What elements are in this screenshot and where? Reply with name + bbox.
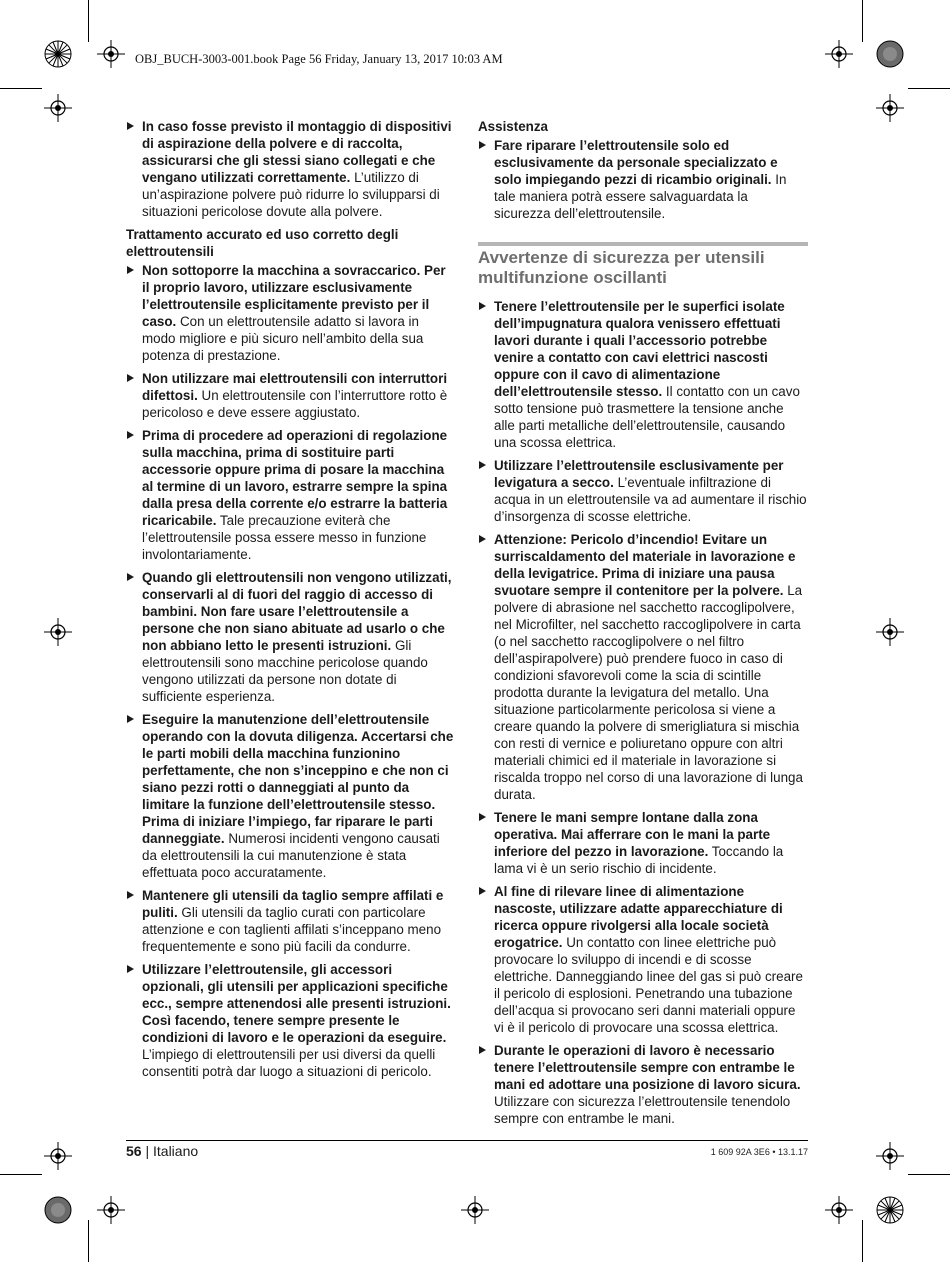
bullet-bold-text: Durante le operazioni di lavoro è necessario tenere l’elettroutensile sempre con entrambe le mani ed adottare una posizione di lavoro sicura. bbox=[494, 1043, 801, 1092]
bullet-bold-text: Tenere le mani sempre lontane dalla zona operativa. Mai afferrare con le mani la parte inferiore del pezzo in lavorazione. bbox=[494, 810, 771, 859]
list-item bbox=[478, 531, 808, 803]
registration-target-icon bbox=[876, 94, 904, 122]
bullet-bold-text: In caso fosse previsto il montaggio di dispositivi di aspirazione della polvere e di raccolta, assicurarsi che gli stessi siano collegati e che vengano utilizzati correttamente. bbox=[142, 119, 452, 185]
list-item bbox=[126, 262, 456, 364]
bullet-text: Un contatto con linee elettriche può provocare lo sviluppo di incendi e di scosse elettriche. Danneggiando linee del gas si può creare il pericolo di esplosioni. Penetrando una tubazione dell’acqua si provocano seri danni materiali oppure vi è il pericolo di provocare una scossa elettrica. bbox=[494, 935, 803, 1035]
gray-target-icon bbox=[876, 40, 904, 68]
bullet-triangle-icon bbox=[127, 891, 134, 899]
registration-target-icon bbox=[97, 1196, 125, 1224]
bullet-bold-text: Prima di procedere ad operazioni di regolazione sulla macchina, prima di sostituire parti accessorie oppure prima di posare la macchina al termine di un lavoro, estrarre sempre la spina dalla presa della corrente e/o estrarre la batteria ricaricabile. bbox=[142, 428, 448, 528]
bullet-bold-text: Attenzione: Pericolo d’incendio! Evitare un surriscaldamento del materiale in lavorazione e della levigatrice. Prima di iniziare una pausa svuotare sempre il contenitore per la polvere. bbox=[494, 532, 796, 598]
crop-mark bbox=[0, 88, 42, 89]
bullet-text: Con un elettroutensile adatto si lavora in modo migliore e più sicuro nell’ambito della sua potenza di prestazione. bbox=[142, 314, 424, 363]
registration-target-icon bbox=[825, 1196, 853, 1224]
registration-target-icon bbox=[461, 1196, 489, 1224]
list-item bbox=[126, 961, 456, 1080]
starburst-target-icon bbox=[44, 40, 72, 68]
starburst-target-icon bbox=[876, 1196, 904, 1224]
bullet-text: Tale precauzione eviterà che l’elettroutensile possa essere messo in funzione involontariamente. bbox=[142, 513, 427, 562]
right-column bbox=[478, 118, 808, 1133]
crop-mark bbox=[908, 88, 950, 89]
list-item bbox=[478, 137, 808, 222]
registration-target-icon bbox=[44, 1142, 72, 1170]
bullet-triangle-icon bbox=[479, 887, 486, 895]
registration-target-icon bbox=[876, 1142, 904, 1170]
registration-target-icon bbox=[876, 618, 904, 646]
list-item bbox=[126, 118, 456, 220]
bullet-bold-text: Non utilizzare mai elettroutensili con interruttori difettosi. bbox=[142, 371, 448, 403]
bullet-bold-text: Fare riparare l’elettroutensile solo ed esclusivamente da personale specializzato e solo impiegando pezzi di ricambio originali. bbox=[494, 138, 778, 187]
bullet-text: Un elettroutensile con l’interruttore rotto è pericoloso e deve essere aggiustato. bbox=[142, 388, 448, 420]
registration-target-icon bbox=[44, 94, 72, 122]
bullet-triangle-icon bbox=[479, 302, 486, 310]
footer-page-label bbox=[126, 1143, 198, 1159]
crop-mark bbox=[88, 1220, 89, 1262]
document-code: 1 609 92A 3E6 • 13.1.17 bbox=[710, 1147, 808, 1157]
bullet-triangle-icon bbox=[127, 266, 134, 274]
list-item bbox=[126, 427, 456, 563]
crop-mark bbox=[862, 1220, 863, 1262]
bullet-bold-text: Eseguire la manutenzione dell’elettroutensile operando con la dovuta diligenza. Accertarsi che le parti mobili della macchina funzionino perfettamente, che non s’inceppino e che non ci siano pezzi rotti o danneggiati al punto da limitare la funzione dell’elettroutensile stesso. Prima di iniziare l’impiego, far riparare le parti danneggiate. bbox=[142, 712, 454, 846]
subheading: Trattamento accurato ed uso corretto degli elettroutensili bbox=[126, 227, 399, 259]
registration-target-icon bbox=[44, 618, 72, 646]
registration-target-icon bbox=[97, 40, 125, 68]
bullet-text: La polvere di abrasione nel sacchetto raccoglipolvere, nel Microfilter, nel sacchetto raccoglipolvere in carta (o nel sacchetto raccoglipolvere o nel filtro dell’aspirapolvere) può prendere fuoco in caso di condizioni sfavorevoli come la scia di scintille prodotta durante la levigatura del metallo. Una situazione particolarmente pericolosa si viene a creare quando la polvere di smerigliatura si mischia con resti di vernice e poliuretano oppure con altri materiali chimici ed il materiale in lavorazione si riscalda troppo nel corso di una lavorazione di lunga durata. bbox=[494, 583, 803, 802]
bullet-triangle-icon bbox=[479, 535, 486, 543]
bullet-triangle-icon bbox=[127, 431, 134, 439]
bullet-triangle-icon bbox=[479, 1046, 486, 1054]
subheading: Assistenza bbox=[478, 119, 548, 134]
list-item bbox=[126, 887, 456, 955]
crop-mark bbox=[908, 1174, 950, 1175]
gray-target-icon bbox=[44, 1196, 72, 1224]
bullet-bold-text: Mantenere gli utensili da taglio sempre affilati e puliti. bbox=[142, 888, 444, 920]
footer-language: Italiano bbox=[153, 1143, 199, 1159]
bullet-triangle-icon bbox=[127, 715, 134, 723]
list-item bbox=[126, 569, 456, 705]
bullet-bold-text: Al fine di rilevare linee di alimentazione nascoste, utilizzare adatte apparecchiature di ricerca oppure rivolgersi alla locale società erogatrice. bbox=[494, 884, 783, 950]
bullet-text: Gli elettroutensili sono macchine pericolose quando vengono utilizzati da persone non dotate di sufficiente esperienza. bbox=[142, 638, 428, 704]
crop-mark bbox=[862, 0, 863, 42]
bullet-triangle-icon bbox=[127, 573, 134, 581]
bullet-triangle-icon bbox=[127, 122, 134, 130]
bullet-text: In tale maniera potrà essere salvaguardata la sicurezza dell’elettroutensile. bbox=[494, 172, 787, 221]
bullet-bold-text: Utilizzare l’elettroutensile esclusivamente per levigatura a secco. bbox=[494, 458, 784, 490]
bullet-text: L’eventuale infiltrazione di acqua in un elettroutensile va ad aumentare il rischio d’insorgenza di scosse elettriche. bbox=[494, 475, 807, 524]
list-item bbox=[126, 370, 456, 421]
page-number: 56 bbox=[126, 1143, 142, 1159]
list-item bbox=[478, 883, 808, 1036]
bullet-bold-text: Tenere l’elettroutensile per le superfici isolate dell’impugnatura qualora venissero effettuati lavori durante i quali l’accessorio potrebbe venire a contatto con cavi elettrici nascosti oppure con il cavo di alimentazione dell’elettroutensile stesso. bbox=[494, 299, 785, 399]
bullet-triangle-icon bbox=[479, 141, 486, 149]
bullet-triangle-icon bbox=[479, 461, 486, 469]
print-header: OBJ_BUCH-3003-001.book Page 56 Friday, January 13, 2017 10:03 AM bbox=[135, 52, 503, 66]
bullet-text: Toccando la lama vi è un serio rischio di incidente. bbox=[494, 844, 784, 876]
bullet-text: Gli utensili da taglio curati con particolare attenzione e con taglienti affilati s’inceppano meno frequentemente e sono più facili da condurre. bbox=[142, 905, 442, 954]
list-item bbox=[478, 1042, 808, 1127]
bullet-text: Il contatto con un cavo sotto tensione può trasmettere la tensione anche alle parti metalliche dell’elettroutensile, causando una scossa elettrica. bbox=[494, 384, 800, 450]
bullet-triangle-icon bbox=[479, 813, 486, 821]
bullet-triangle-icon bbox=[127, 374, 134, 382]
list-item bbox=[126, 711, 456, 881]
list-item bbox=[478, 298, 808, 451]
footer-separator: | bbox=[141, 1143, 153, 1159]
bullet-bold-text: Utilizzare l’elettroutensile, gli accessori opzionali, gli utensili per applicazioni specifiche ecc., sempre attenendosi alle presenti istruzioni. Così facendo, tenere sempre presente le condizioni di lavoro e le operazioni da eseguire. bbox=[142, 962, 451, 1045]
list-item bbox=[478, 457, 808, 525]
bullet-triangle-icon bbox=[127, 965, 134, 973]
footer-rule bbox=[126, 1140, 808, 1141]
registration-target-icon bbox=[825, 40, 853, 68]
left-column bbox=[126, 118, 456, 1086]
list-item bbox=[478, 809, 808, 877]
bullet-text: Utilizzare con sicurezza l’elettroutensile tenendolo sempre con entrambe le mani. bbox=[494, 1094, 791, 1126]
bullet-text: L’impiego di elettroutensili per usi diversi da quelli consentiti potrà dar luogo a situazioni di pericolo. bbox=[142, 1047, 436, 1079]
crop-mark bbox=[0, 1174, 42, 1175]
bullet-bold-text: Non sottoporre la macchina a sovraccarico. Per il proprio lavoro, utilizzare esclusivamente l’elettroutensile esplicitamente previsto per il caso. bbox=[142, 263, 446, 329]
bullet-bold-text: Quando gli elettroutensili non vengono utilizzati, conservarli al di fuori del raggio di accesso di bambini. Non fare usare l’elettroutensile a persone che non siano abituate ad usarlo o che non abbiano letto le presenti istruzioni. bbox=[142, 570, 452, 653]
bullet-text: Numerosi incidenti vengono causati da elettroutensili la cui manutenzione è stata effettuata poco accuratamente. bbox=[142, 831, 440, 880]
crop-mark bbox=[88, 0, 89, 42]
bullet-text: L’utilizzo di un’aspirazione polvere può ridurre lo svilupparsi di situazioni pericolose dovute alla polvere. bbox=[142, 170, 440, 219]
section-title: Avvertenze di sicurezza per utensili multifunzione oscillanti bbox=[478, 242, 808, 288]
